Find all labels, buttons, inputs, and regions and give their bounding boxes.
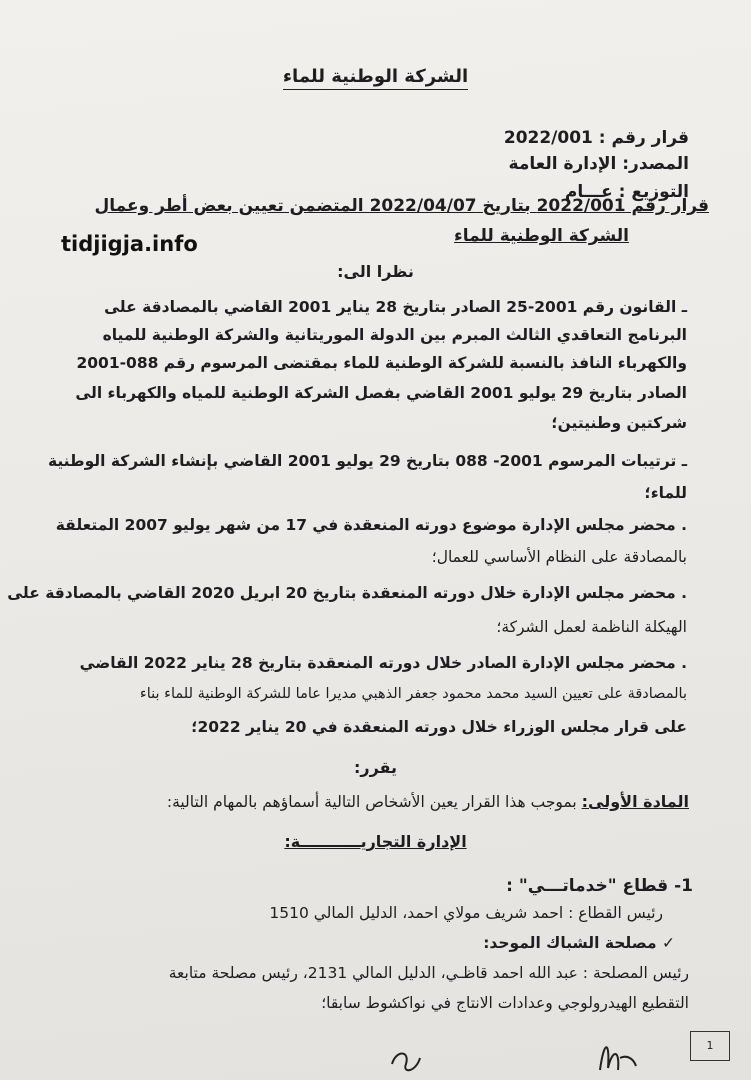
clause-line: على قرار مجلس الوزراء خلال دورته المنعقدة في 20 يناير 2022؛ [191,718,687,736]
clause-line: شركتين وطنيتين؛ [551,414,687,432]
article-1-line [167,792,689,811]
sector-title: 1- قطاع "خدماتـــي" : [506,876,693,896]
decision-distribution: التوزيع : عـــام [564,182,689,202]
page-number: 1 [690,1031,730,1061]
clause-line: للماء؛ [644,484,687,502]
subject-line-2: الشركة الوطنية للماء [454,226,629,246]
service-title: ✓ مصلحة الشباك الموحد: [483,934,675,952]
subject-line-1: قرار رقم 2022/001 بتاريخ 2022/04/07 المتضمن تعيين بعض أطر وعمال [94,196,709,216]
clause-line: الصادر بتاريخ 29 يوليو 2001 القاضي بفصل الشركة الوطنية للمياه والكهرباء الى [75,384,687,402]
clause-line: البرنامج التعاقدي الثالث المبرم بين الدولة الموريتانية والشركة الوطنية للمياه [102,326,687,344]
service-head: رئيس المصلحة : عبد الله احمد قاظـي، الدليل المالي 2131، رئيس مصلحة متابعة [168,964,689,982]
site-watermark: tidjigja.info [61,232,198,256]
clause-line: بالمصادقة على النظام الأساسي للعمال؛ [431,548,687,566]
clause-line: الهيكلة الناظمة لعمل الشركة؛ [496,618,687,636]
clause-line: ـ القانون رقم 2001-25 الصادر بتاريخ 28 يناير 2001 القاضي بالمصادقة على [104,298,687,316]
service-head-continued: التقطيع الهيدرولوجي وعدادات الانتاج في نواكشوط سابقا؛ [321,994,689,1012]
article-1-text: بموجب هذا القرار يعين الأشخاص التالية أسماؤهم بالمهام التالية: [166,793,582,811]
section-heading: الإدارة التجاريـــــــــــة: [284,832,467,851]
company-title: الشركة الوطنية للماء [0,66,751,87]
clause-line: ـ ترتيبات المرسوم 2001- 088 بتاريخ 29 يوليو 2001 القاضي بإنشاء الشركة الوطنية [47,452,687,470]
decision-source: المصدر: الإدارة العامة [508,154,689,174]
clause-line: . محضر مجلس الإدارة الصادر خلال دورته المنعقدة بتاريخ 28 يناير 2022 القاضي [79,654,687,672]
article-1-label: المادة الأولى: [581,792,689,811]
clause-line: . محضر مجلس الإدارة خلال دورته المنعقدة بتاريخ 20 ابريل 2020 القاضي بالمصادقة على [7,584,687,602]
signature-mark [590,1030,640,1074]
clause-line: بالمصادقة على تعيين السيد محمد محمود جعفر الذهبي مديرا عاما للشركة الوطنية للماء بناء [139,686,687,702]
decision-number: قرار رقم : 2022/001 [503,128,689,148]
clause-line: والكهرباء النافذ بالنسبة للشركة الوطنية للماء بمقتضى المرسوم رقم 088-2001 [76,354,687,372]
clause-line: . محضر مجلس الإدارة موضوع دورته المنعقدة في 17 من شهر يوليو 2007 المتعلقة [55,516,687,534]
sector-head: رئيس القطاع : احمد شريف مولاي احمد، الدليل المالي 1510 [269,904,663,922]
decides-heading: يقرر: [353,758,398,777]
initials-mark [386,1044,426,1078]
considering-heading: نظرا الى: [337,262,414,281]
